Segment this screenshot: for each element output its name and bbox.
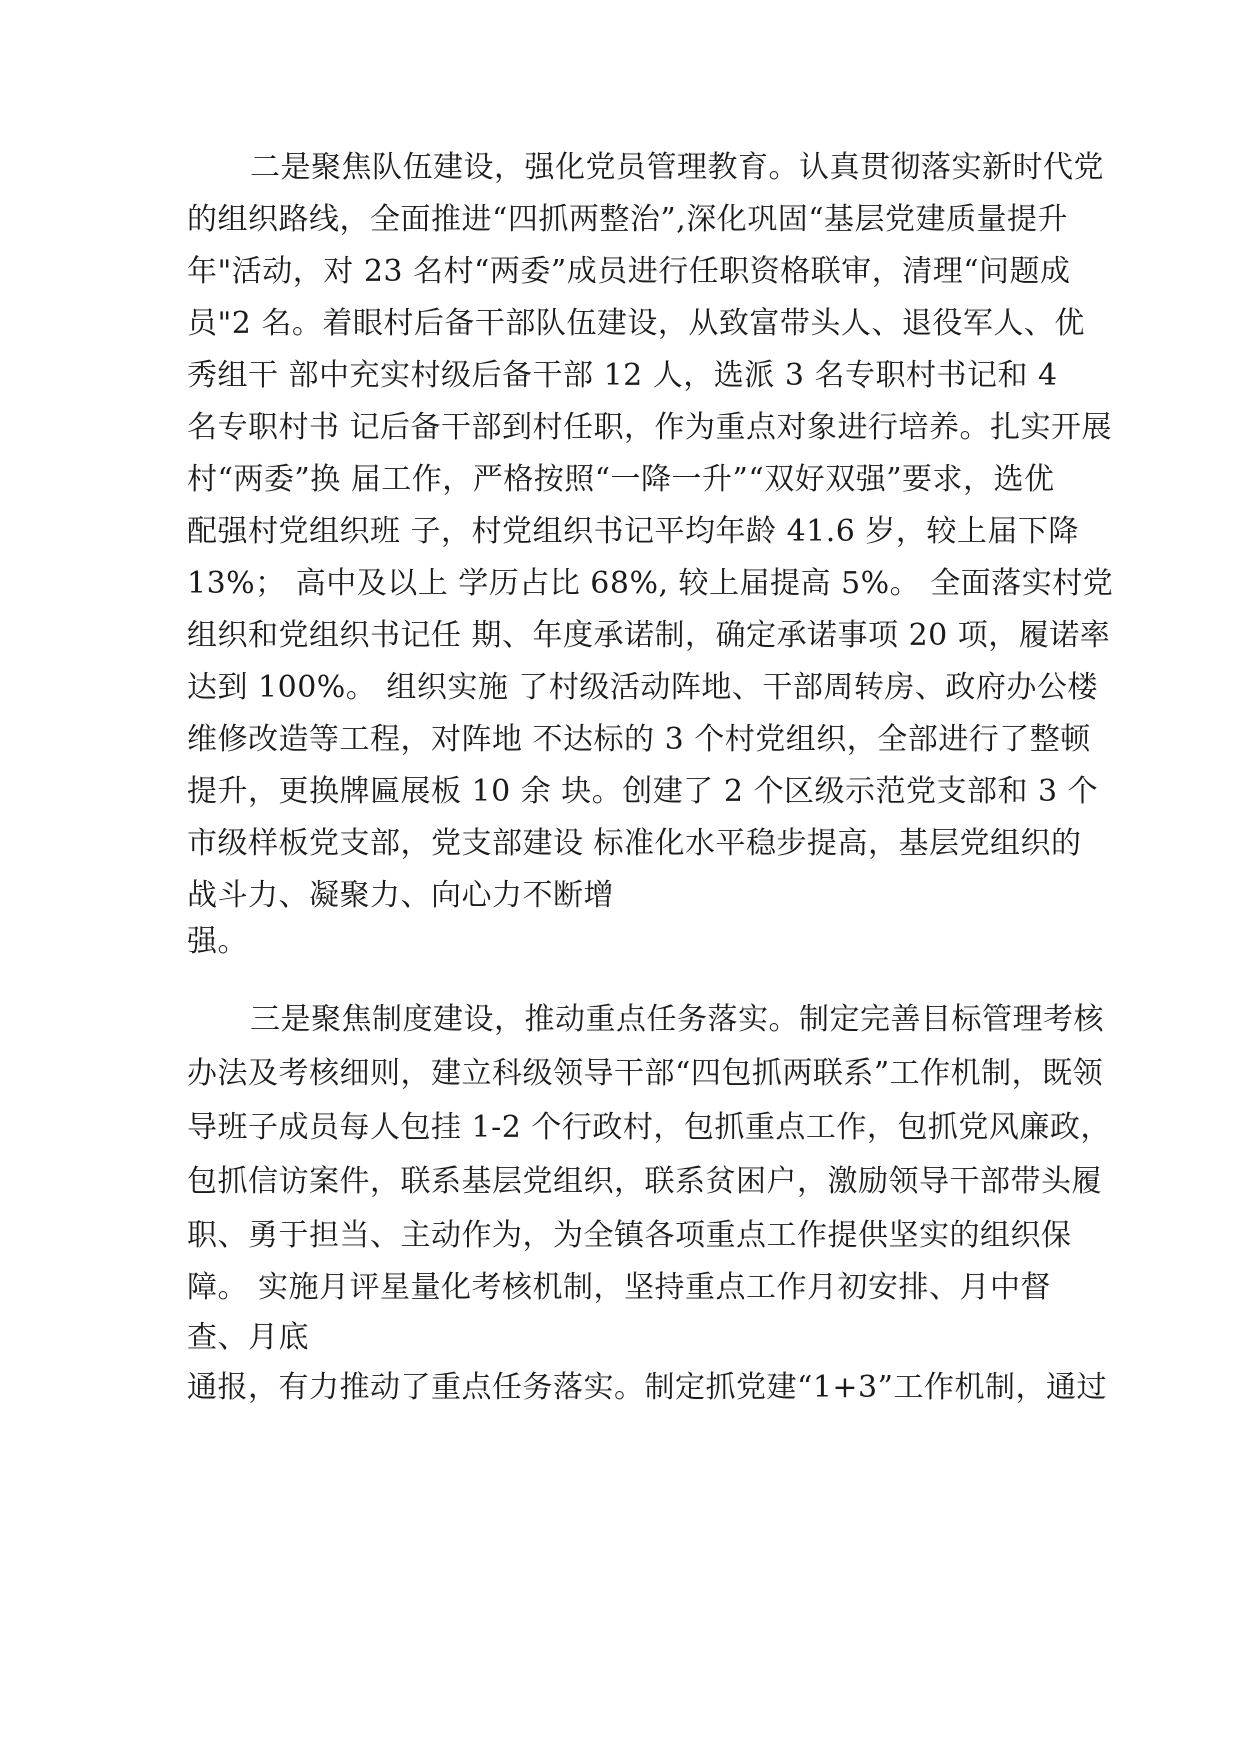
text-line: 13%； 高中及以上 学历占比 68%, 较上届提高 5%。 全面落实村党 bbox=[187, 566, 1114, 601]
text-line: 障。 实施月评星量化考核机制，坚持重点工作月初安排、月中督 bbox=[187, 1270, 1052, 1305]
text-line: 秀组干 部中充实村级后备干部 12 人，选派 3 名专职村书记和 4 bbox=[187, 358, 1058, 393]
text-line: 配强村党组织班 子，村党组织书记平均年龄 41.6 岁，较上届下降 bbox=[187, 514, 1079, 549]
text-line: 包抓信访案件，联系基层党组织，联系贫困户，激励领导干部带头履 bbox=[187, 1164, 1102, 1199]
text-line: 通报，有力推动了重点任务落实。制定抓党建“1+3”工作机制，通过 bbox=[187, 1370, 1107, 1405]
text-line: 名专职村书 记后备干部到村任职，作为重点对象进行培养。扎实开展 bbox=[187, 410, 1113, 445]
text-line: 查、月底 bbox=[187, 1320, 309, 1355]
text-line: 维修改造等工程，对阵地 不达标的 3 个村党组织，全部进行了整顿 bbox=[187, 722, 1091, 757]
text-line: 战斗力、凝聚力、向心力不断增 bbox=[187, 878, 614, 913]
text-line: 市级样板党支部，党支部建设 标准化水平稳步提高，基层党组织的 bbox=[187, 826, 1082, 861]
text-line: 达到 100%。 组织实施 了村级活动阵地、干部周转房、政府办公楼 bbox=[187, 670, 1098, 705]
text-line: 办法及考核细则，建立科级领导干部“四包抓两联系”工作机制，既领 bbox=[187, 1056, 1104, 1091]
text-line: 强。 bbox=[187, 924, 248, 959]
text-line: 二是聚焦队伍建设，强化党员管理教育。认真贯彻落实新时代党 bbox=[250, 150, 1104, 185]
text-line: 导班子成员每人包挂 1-2 个行政村，包抓重点工作，包抓党风廉政， bbox=[187, 1110, 1111, 1145]
text-line: 村“两委”换 届工作，严格按照“一降一升”“双好双强”要求，选优 bbox=[187, 462, 1055, 497]
text-line: 的组织路线，全面推进“四抓两整治”,深化巩固“基层党建质量提升 bbox=[187, 202, 1069, 237]
text-line: 组织和党组织书记任 期、年度承诺制，确定承诺事项 20 项，履诺率 bbox=[187, 618, 1111, 653]
text-line: 职、勇于担当、主动作为，为全镇各项重点工作提供坚实的组织保 bbox=[187, 1218, 1072, 1253]
text-line: 提升，更换牌匾展板 10 余 块。创建了 2 个区级示范党支部和 3 个 bbox=[187, 774, 1099, 809]
text-line: 三是聚焦制度建设，推动重点任务落实。制定完善目标管理考核 bbox=[250, 1002, 1104, 1037]
text-line: 年"活动，对 23 名村“两委”成员进行任职资格联审，清理“问题成 bbox=[187, 254, 1071, 289]
text-line: 员"2 名。着眼村后备干部队伍建设，从致富带头人、退役军人、优 bbox=[187, 306, 1085, 341]
